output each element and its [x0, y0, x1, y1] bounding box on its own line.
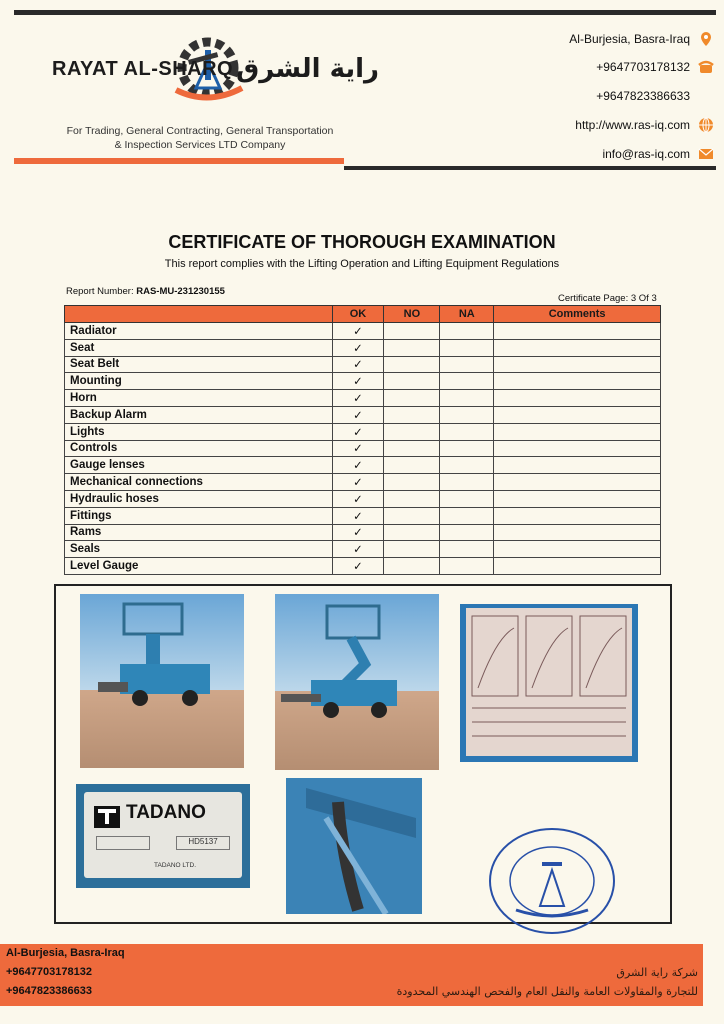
table-header-row [65, 306, 661, 323]
header-dark-rule [344, 166, 716, 170]
ok-check-mark: ✓ [332, 423, 384, 440]
nameplate-serial: HD5137 [176, 836, 230, 850]
header-comments: Comments [494, 306, 661, 323]
contact-website: http://www.ras-iq.com [575, 118, 690, 132]
hydraulic-hose-illustration-icon [286, 778, 422, 914]
report-number [66, 286, 225, 297]
row-item: Radiator [65, 323, 333, 340]
certificate-page-number: Certificate Page: 3 Of 3 [558, 293, 657, 304]
ok-check-mark: ✓ [332, 440, 384, 457]
table-row [65, 457, 661, 474]
tadano-logo-icon [94, 806, 120, 828]
photo-load-chart-plate [460, 604, 638, 762]
header-top-rule [14, 10, 716, 15]
ok-check-mark: ✓ [332, 558, 384, 575]
truck-boom-illustration-icon [275, 594, 439, 770]
telephone-icon [698, 59, 714, 75]
header-item [65, 306, 333, 323]
report-number-value: RAS-MU-231230155 [136, 286, 225, 297]
photo-tadano-nameplate [76, 784, 250, 888]
table-row [65, 440, 661, 457]
report-number-label: Report Number: [66, 286, 134, 297]
location-pin-icon [698, 31, 714, 47]
ok-check-mark: ✓ [332, 507, 384, 524]
footer-tagline-ar: للتجارة والمقاولات العامة والنقل العام والفحص الهندسي المحدودة [396, 985, 698, 998]
header-no: NO [384, 306, 440, 323]
header-accent-rule [14, 158, 344, 164]
table-row [65, 524, 661, 541]
row-item: Rams [65, 524, 333, 541]
footer-company-ar: شركة راية الشرق [616, 966, 698, 979]
ok-check-mark: ✓ [332, 490, 384, 507]
contact-email: info@ras-iq.com [602, 147, 690, 161]
ok-check-mark: ✓ [332, 356, 384, 373]
photo-truck-side [275, 594, 439, 770]
company-name-ar: راية الشرق [236, 54, 380, 84]
ok-check-mark: ✓ [332, 474, 384, 491]
row-item: Lights [65, 423, 333, 440]
row-item: Hydraulic hoses [65, 490, 333, 507]
row-item: Seals [65, 541, 333, 558]
ok-check-mark: ✓ [332, 457, 384, 474]
row-item: Horn [65, 390, 333, 407]
nameplate-brand: TADANO [126, 802, 206, 823]
tagline-line-1: For Trading, General Contracting, General Transportation [66, 125, 334, 137]
row-item: Backup Alarm [65, 406, 333, 423]
table-row [65, 323, 661, 340]
table-row [65, 507, 661, 524]
footer-address: Al-Burjesia, Basra-Iraq [6, 947, 125, 959]
table-row [65, 390, 661, 407]
table-row [65, 490, 661, 507]
footer-phone-1: +9647703178132 [6, 966, 92, 978]
row-item: Mechanical connections [65, 474, 333, 491]
photo-hydraulic-hoses [286, 778, 422, 914]
row-item: Level Gauge [65, 558, 333, 575]
ok-check-mark: ✓ [332, 524, 384, 541]
inspection-checklist-table [64, 305, 661, 575]
row-item: Mounting [65, 373, 333, 390]
contact-phone-1: +9647703178132 [596, 60, 690, 74]
company-name-en: RAYAT AL-SHARQ [52, 58, 234, 80]
ok-check-mark: ✓ [332, 339, 384, 356]
ok-check-mark: ✓ [332, 373, 384, 390]
header-na: NA [440, 306, 494, 323]
table-row [65, 474, 661, 491]
photo-truck-front [80, 594, 244, 768]
table-row [65, 373, 661, 390]
tagline-line-2: & Inspection Services LTD Company [114, 139, 286, 151]
row-item: Seat [65, 339, 333, 356]
envelope-icon [698, 146, 714, 162]
footer-phone-2: +9647823386633 [6, 985, 92, 997]
company-tagline [40, 124, 360, 152]
globe-icon [698, 117, 714, 133]
table-row [65, 558, 661, 575]
row-item: Controls [65, 440, 333, 457]
row-item: Seat Belt [65, 356, 333, 373]
row-item: Fittings [65, 507, 333, 524]
table-row [65, 356, 661, 373]
contact-phone-2: +9647823386633 [596, 89, 690, 103]
company-stamp-icon [486, 826, 618, 936]
table-row [65, 339, 661, 356]
ok-check-mark: ✓ [332, 406, 384, 423]
ok-check-mark: ✓ [332, 541, 384, 558]
table-row [65, 423, 661, 440]
certificate-subtitle: This report complies with the Lifting Operation and Lifting Equipment Regulations [164, 258, 560, 270]
ok-check-mark: ✓ [332, 390, 384, 407]
truck-illustration-icon [80, 594, 244, 768]
table-row [65, 406, 661, 423]
table-row [65, 541, 661, 558]
certificate-title: CERTIFICATE OF THOROUGH EXAMINATION [168, 232, 556, 252]
row-item: Gauge lenses [65, 457, 333, 474]
contact-address: Al-Burjesia, Basra-Iraq [569, 32, 690, 46]
header-ok: OK [332, 306, 384, 323]
nameplate-maker: TADANO LTD. [154, 862, 197, 869]
ok-check-mark: ✓ [332, 323, 384, 340]
load-chart-diagram-icon [466, 608, 632, 756]
